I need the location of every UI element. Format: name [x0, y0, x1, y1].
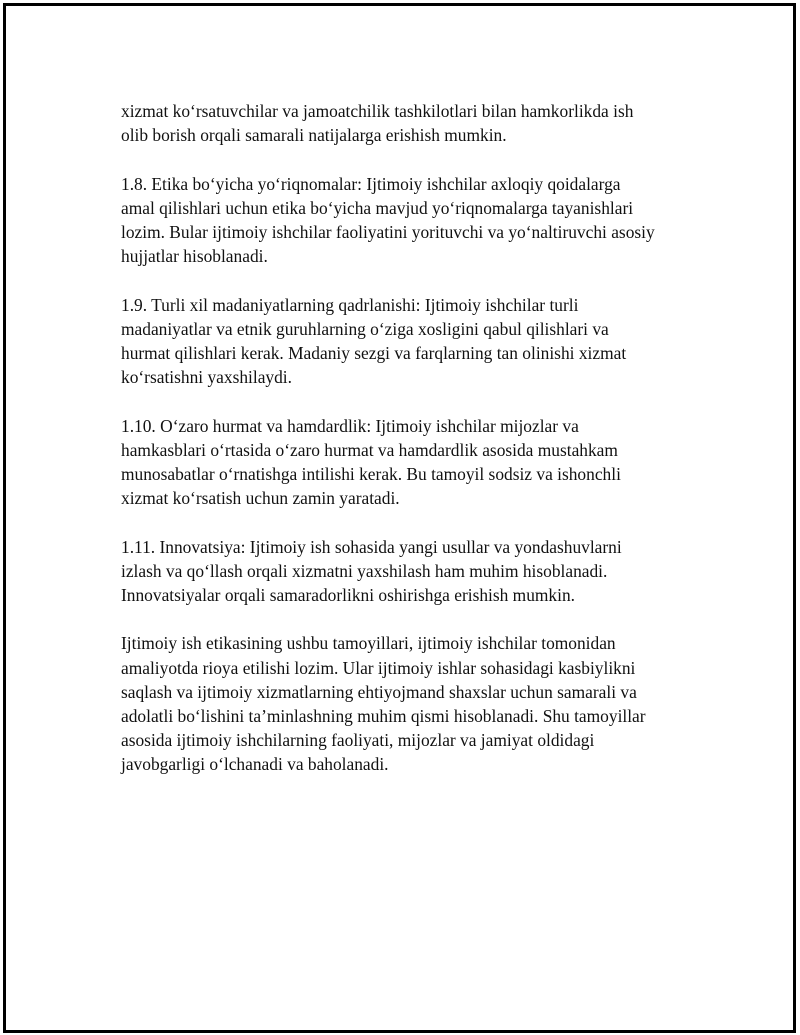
- paragraph-innovation: 1.11. Innovatsiya: Ijtimoiy ish sohasida yangi usullar va yondashuvlarni izlash va qoʻllash orqali xizmatni yaxshilash ham muhim hisoblanadi. Innovatsiyalar orqali samaradorlikni oshirishga erishish mumkin.: [121, 536, 622, 605]
- page-frame: [3, 3, 796, 1033]
- paragraph-cultural-diversity: 1.9. Turli xil madaniyatlarning qadrlanishi: Ijtimoiy ishchilar turli madaniyatlar va etnik guruhlarning oʻziga xosligini qabul qilishlari va hurmat qilishlari kerak. Madaniy sezgi va farqlarning tan olinishi xizmat koʻrsatishni yaxshilaydi.: [121, 294, 627, 388]
- paragraph-conclusion: Ijtimoiy ish etikasining ushbu tamoyillari, ijtimoiy ishchilar tomonidan amaliyotda rioya etilishi lozim. Ular ijtimoiy ishlar sohasidagi kasbiylikni saqlash va ijtimoiy xizmatlarning ehtiyojmand shaxslar uchun samarali va adolatli boʻlishini taʼminlashning muhim qismi hisoblanadi. Shu tamoyillar asosida ijtimoiy ishchilarning faoliyati, mijozlar va jamiyat oldidagi javobgarligi oʻlchanadi va baholanadi.: [121, 633, 646, 775]
- paragraph-continuation: xizmat koʻrsatuvchilar va jamoatchilik tashkilotlari bilan hamkorlikda ish olib borish orqali samarali natijalarga erishish mumkin.: [121, 101, 634, 146]
- paragraph-ethics-guidelines: 1.8. Etika boʻyicha yoʻriqnomalar: Ijtimoiy ishchilar axloqiy qoidalarga amal qilishlari uchun etika boʻyicha mavjud yoʻriqnomalarga tayanishlari lozim. Bular ijtimoiy ishchilar faoliyatini yorituvchi va yoʻnaltiruvchi asosiy hujjatlar hisoblanadi.: [121, 173, 655, 267]
- paragraph-mutual-respect: 1.10. Oʻzaro hurmat va hamdardlik: Ijtimoiy ishchilar mijozlar va hamkasblari oʻrtasida oʻzaro hurmat va hamdardlik asosida mustahkam munosabatlar oʻrnatishga intilishi kerak. Bu tamoyil sodsiz va ishonchli xizmat koʻrsatish uchun zamin yaratadi.: [121, 415, 621, 509]
- document-body: [121, 99, 706, 777]
